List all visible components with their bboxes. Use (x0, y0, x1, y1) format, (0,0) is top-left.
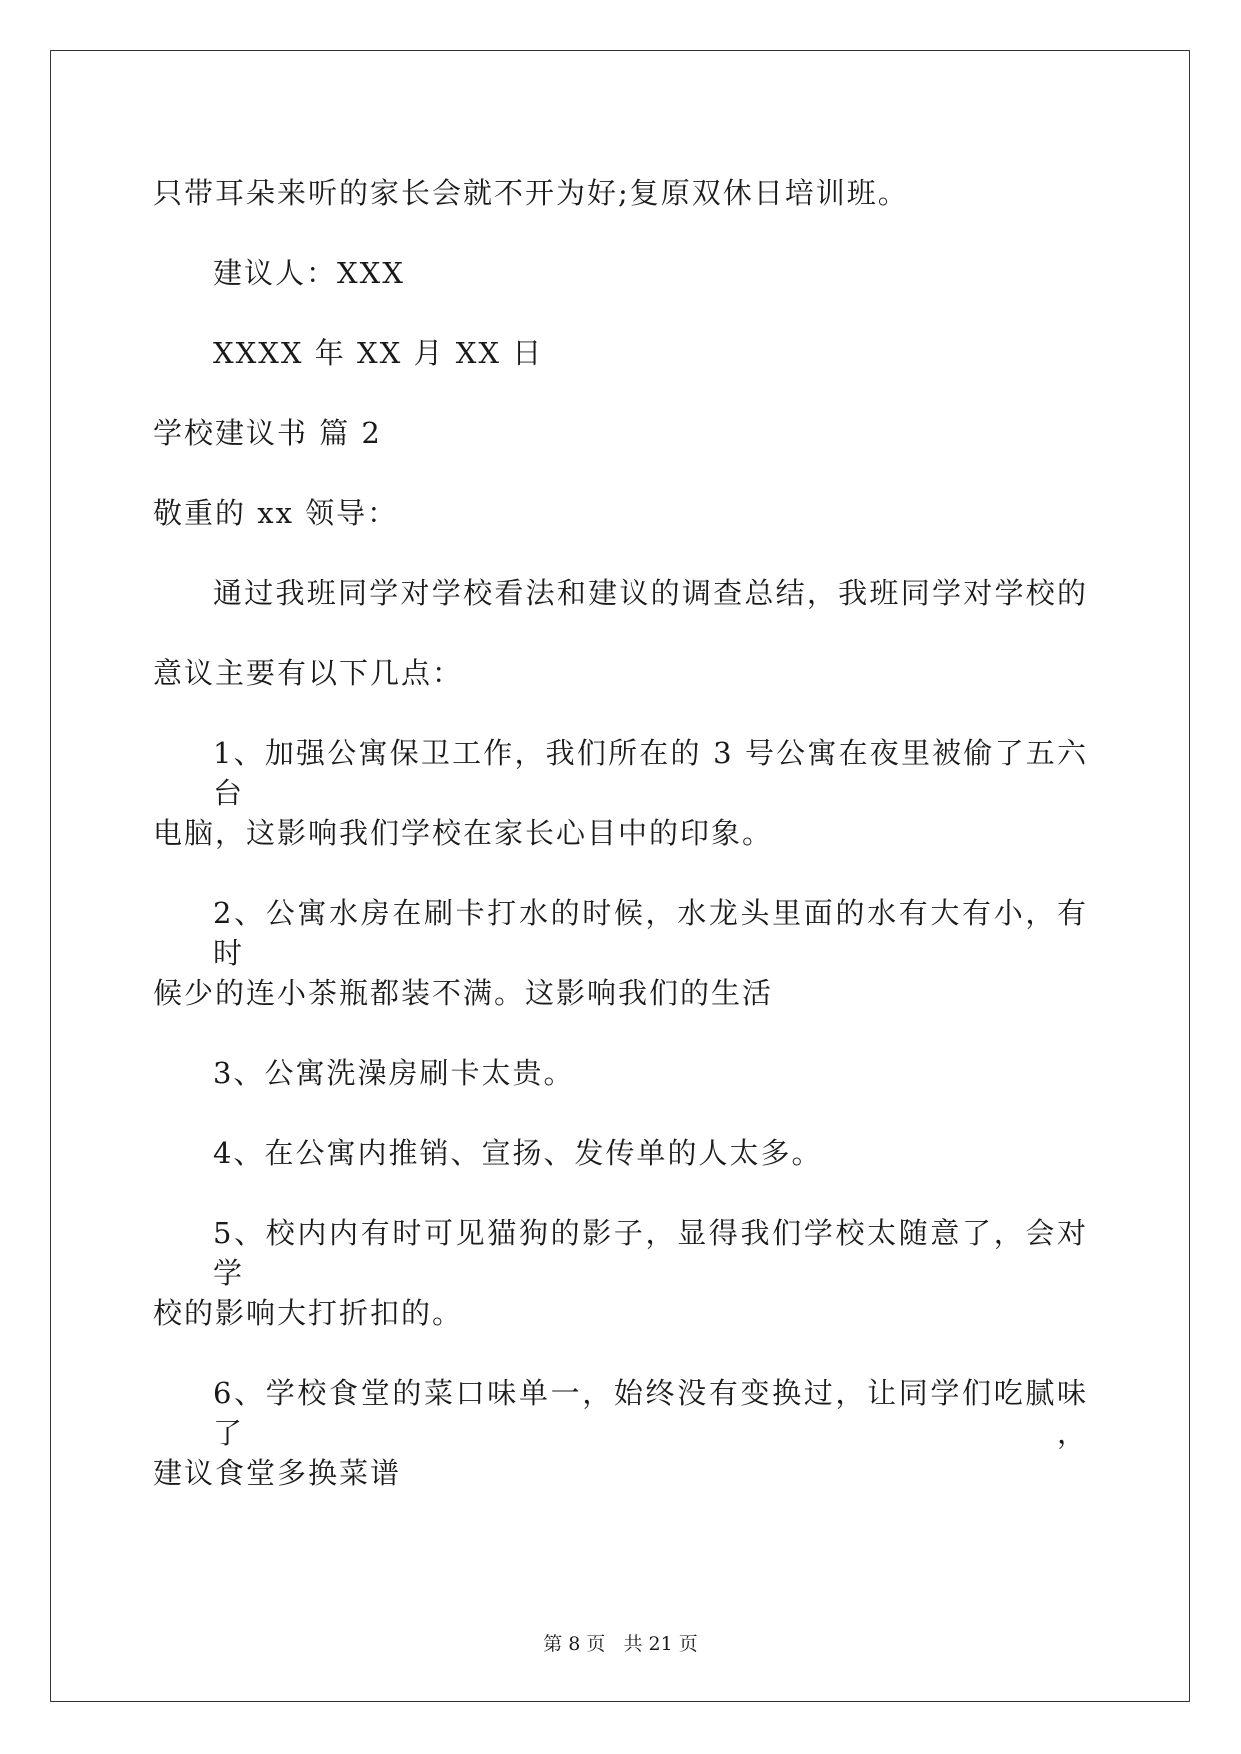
list-item-1: 1、加强公寓保卫工作，我们所在的 3 号公寓在夜里被偷了五六台 (213, 736, 1088, 810)
list-item-6-cont: 建议食堂多换菜谱 (153, 1456, 402, 1490)
list-item-1-cont: 电脑，这影响我们学校在家长心目中的印象。 (153, 816, 774, 850)
list-item-2-cont: 候少的连小茶瓶都装不满。这影响我们的生活 (153, 976, 774, 1010)
list-item-6: 6、学校食堂的菜口味单一，始终没有变换过，让同学们吃腻味了， (213, 1376, 1088, 1450)
body-line: 意议主要有以下几点： (153, 656, 464, 690)
list-item-5: 5、校内内有时可见猫狗的影子，显得我们学校太随意了，会对学 (213, 1216, 1088, 1290)
page-number: 第 8 页 (543, 1633, 606, 1655)
page-footer (0, 1632, 1241, 1656)
total-pages: 共 21 页 (623, 1633, 698, 1655)
date-line: XXXX 年 XX 月 XX 日 (213, 336, 544, 370)
salutation: 敬重的 xx 领导： (153, 496, 399, 530)
list-item-5-cont: 校的影响大打折扣的。 (153, 1296, 464, 1330)
body-line: 只带耳朵来听的家长会就不开为好;复原双休日培训班。 (153, 176, 909, 210)
section-title: 学校建议书 篇 2 (153, 416, 382, 450)
list-item-4: 4、在公寓内推销、宣扬、发传单的人太多。 (213, 1136, 823, 1170)
list-item-3: 3、公寓洗澡房刷卡太贵。 (213, 1056, 575, 1090)
list-item-2: 2、公寓水房在刷卡打水的时候，水龙头里面的水有大有小，有时 (213, 896, 1088, 970)
proposer-line: 建议人：XXX (213, 256, 405, 290)
body-line: 通过我班同学对学校看法和建议的调查总结，我班同学对学校的 (213, 576, 1088, 610)
